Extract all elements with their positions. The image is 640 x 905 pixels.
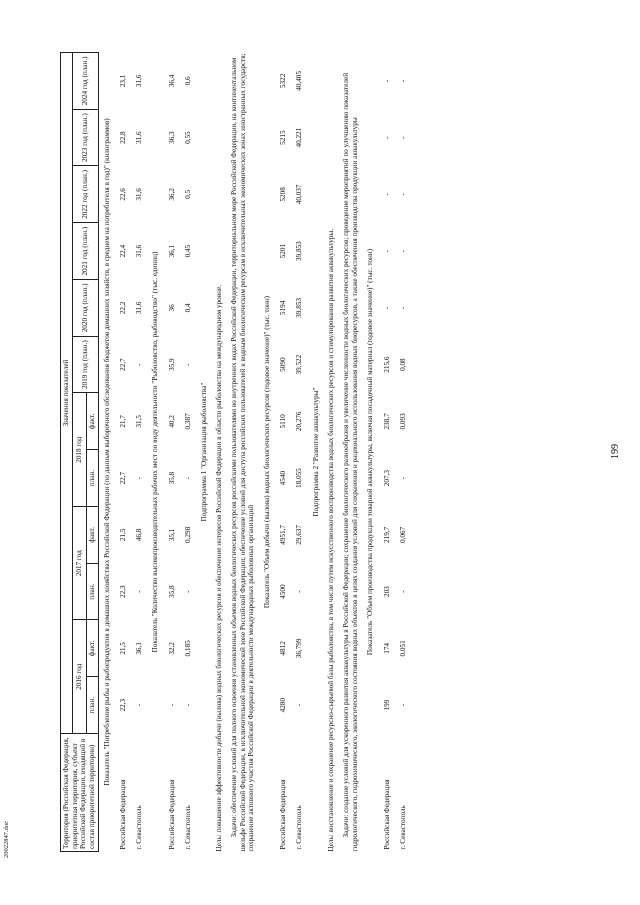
year-header: 2017 год bbox=[72, 507, 86, 621]
value-cell: 5194 bbox=[279, 300, 288, 316]
value-cell: 36,2 bbox=[167, 188, 176, 201]
table-row bbox=[164, 53, 180, 852]
table-row bbox=[180, 53, 196, 852]
value-cell: - bbox=[183, 476, 192, 480]
value-cell: 46,8 bbox=[134, 528, 143, 542]
value-cell: 0,08 bbox=[398, 358, 407, 371]
value-cell: 22,7 bbox=[118, 471, 127, 485]
plan-year-header: 2019 год (план.) bbox=[72, 336, 98, 393]
value-cell: - bbox=[398, 476, 407, 480]
value-cell: 0,5 bbox=[183, 189, 192, 199]
value-cell: 219,7 bbox=[382, 526, 391, 543]
value-cell: 5110 bbox=[279, 414, 288, 429]
value-cell: 22,7 bbox=[118, 358, 127, 371]
value-cell: 40,2 bbox=[167, 415, 176, 428]
value-cell: - bbox=[382, 193, 391, 196]
territory-name: г. Севастополь bbox=[398, 805, 407, 850]
value-cell: 31,5 bbox=[134, 415, 143, 428]
document-reference: 20022847.doc bbox=[3, 820, 11, 859]
value-cell: 35,1 bbox=[167, 528, 176, 542]
value-cell: 29,637 bbox=[295, 525, 304, 545]
territory-name: г. Севастополь bbox=[183, 805, 192, 850]
sub-header: план. bbox=[86, 563, 98, 620]
value-cell: 23,1 bbox=[118, 74, 127, 88]
subprogram-title: Подпрограмма 2 "Развитие аквакультуры" bbox=[311, 387, 320, 517]
goal-text: Цель: повышение эффективности добычи (вылова) водных биологических ресурсов и обеспечение интересов Российской Федерации в области рыболовства на международном уровне. bbox=[215, 285, 224, 852]
value-cell: 40,405 bbox=[295, 71, 304, 91]
territory-column-header: Территория (Российская Федерация, приоритетная территория, субъект Российской Федерации, входящий в состав приоритетной территории) bbox=[61, 734, 99, 852]
value-cell: 20,276 bbox=[295, 411, 304, 432]
rotated-table-container bbox=[60, 52, 580, 852]
value-cell: - bbox=[134, 590, 143, 593]
sub-header: факт. bbox=[86, 620, 98, 677]
value-cell: 0,387 bbox=[183, 413, 192, 430]
value-cell: - bbox=[398, 306, 407, 310]
value-cell: 0,067 bbox=[398, 526, 407, 543]
plan-year-header: 2023 год (план.) bbox=[72, 109, 98, 166]
value-cell: 4540 bbox=[279, 470, 288, 486]
value-cell: 31,6 bbox=[134, 188, 143, 201]
value-cell: 39,853 bbox=[295, 241, 304, 262]
page-number: 199 bbox=[610, 444, 621, 459]
value-cell: 0,45 bbox=[183, 244, 192, 258]
value-cell: - bbox=[183, 363, 192, 366]
plan-year-header: 2024 год (план.) bbox=[72, 53, 98, 110]
territory-name: Российская Федерация bbox=[118, 779, 127, 850]
value-cell: 4280 bbox=[279, 697, 288, 713]
value-cell: 5201 bbox=[279, 243, 288, 259]
value-cell: 238,7 bbox=[382, 413, 391, 430]
task-text: Задачи: обеспечение условий для полного освоения установленных объемов водных биологических ресурсов российскими пользователями во внутренних водах Российской Федерации, территориальном море Российской Федерации, на континентальном шельфе Российской Федерации, в исключительной экономической зоне Российской Федерации; обеспечение условий для доступа российских пользователей к водным биологическим ресурсам в исключительных экономических зонах иностранных государств; сохранение активного участия Российской Федерации в деятельности международных рыболовных организаций bbox=[230, 53, 256, 852]
plan-year-header: 2021 год (план.) bbox=[72, 223, 98, 280]
value-cell: 39,522 bbox=[295, 354, 304, 375]
value-cell: - bbox=[183, 590, 192, 593]
value-cell: 22,4 bbox=[118, 244, 127, 258]
value-cell: 36 bbox=[167, 304, 176, 312]
value-cell: 4500 bbox=[279, 584, 288, 599]
task-text: Задачи: создание условий для ускоренного развития аквакультуры в Российской Федерации; сохранение биологического разнообразия и увеличение численности водных биологических ресурсов; проведение мероприятий по улучшению показателей гидрологического, гидрохимического, экологического состояния водных объектов в целях создания условий для сохранения и рационального использования водных биоресурсов, а также обеспечения производства продукции аквакультуры bbox=[341, 72, 359, 852]
plan-year-header: 2022 год (план.) bbox=[72, 166, 98, 223]
value-cell: 35,9 bbox=[167, 358, 176, 371]
value-cell: 40,221 bbox=[295, 127, 304, 148]
table-row bbox=[379, 53, 395, 852]
value-cell: 36,799 bbox=[295, 638, 304, 659]
value-cell: 0,6 bbox=[183, 76, 192, 86]
value-cell: 36,4 bbox=[167, 74, 176, 88]
value-cell: 0,55 bbox=[183, 131, 192, 144]
value-cell: 40,037 bbox=[295, 184, 304, 205]
indicator-title: Показатель "Потребление рыбы и рыбопродуктов в домашних хозяйствах Российской Федерации (по данным выборочного обследования бюджетов домашних хозяйств, в среднем на потребителя в год)" (килограммов) bbox=[102, 118, 111, 786]
value-cell: 32,2 bbox=[167, 642, 176, 655]
value-cell: - bbox=[398, 249, 407, 253]
value-cell: 0,298 bbox=[183, 526, 192, 543]
value-cell: - bbox=[398, 590, 407, 593]
value-cell: 5208 bbox=[279, 187, 288, 202]
goal-text: Цель: восстановление и сохранение ресурсно-сырьевой базы рыболовства, в том числе путем искусственного воспроизводства водных биологических ресурсов и стимулирования развития аквакультуры. bbox=[327, 228, 336, 852]
sub-header: план. bbox=[86, 450, 98, 507]
value-cell: 31,6 bbox=[134, 244, 143, 258]
value-cell: 0,093 bbox=[398, 413, 407, 430]
value-cell: 31,6 bbox=[134, 301, 143, 315]
value-cell: 199 bbox=[382, 699, 391, 711]
value-cell: - bbox=[134, 363, 143, 366]
value-cell: 5090 bbox=[279, 357, 288, 372]
value-cell: - bbox=[382, 306, 391, 310]
value-cell: 0,185 bbox=[183, 640, 192, 657]
year-header: 2018 год bbox=[72, 393, 86, 507]
values-title: Значения показателей bbox=[61, 53, 73, 734]
value-cell: - bbox=[382, 136, 391, 139]
territory-name: Российская Федерация bbox=[279, 779, 288, 850]
value-cell: 22,2 bbox=[118, 301, 127, 315]
table-row bbox=[276, 53, 292, 852]
value-cell: 36,1 bbox=[167, 244, 176, 258]
value-cell: 5215 bbox=[279, 130, 288, 145]
plan-year-header: 2020 год (план.) bbox=[72, 280, 98, 337]
subprogram-title: Подпрограмма 1 "Организация рыболовства" bbox=[199, 382, 208, 522]
value-cell: 0,051 bbox=[398, 640, 407, 657]
value-cell: - bbox=[183, 703, 192, 707]
value-cell: 203 bbox=[382, 586, 391, 598]
value-cell: 35,8 bbox=[167, 585, 176, 598]
territory-name: Российская Федерация bbox=[167, 779, 176, 850]
value-cell: 21,7 bbox=[118, 415, 127, 428]
table-row bbox=[395, 53, 411, 852]
value-cell: 22,3 bbox=[118, 698, 127, 712]
value-cell: - bbox=[382, 79, 391, 83]
value-cell: 21,5 bbox=[118, 642, 127, 655]
value-cell: - bbox=[398, 703, 407, 707]
table-row bbox=[131, 53, 147, 852]
value-cell: - bbox=[295, 590, 304, 593]
value-cell: 22,6 bbox=[118, 188, 127, 201]
indicators-table bbox=[60, 52, 411, 852]
value-cell: 21,5 bbox=[118, 528, 127, 542]
value-cell: 22,3 bbox=[118, 585, 127, 598]
value-cell: 22,8 bbox=[118, 131, 127, 144]
territory-name: г. Севастополь bbox=[295, 805, 304, 850]
value-cell: - bbox=[295, 703, 304, 707]
value-cell: 39,853 bbox=[295, 298, 304, 318]
table-row bbox=[292, 53, 308, 852]
value-cell: - bbox=[398, 136, 407, 139]
value-cell: 31,6 bbox=[134, 131, 143, 144]
value-cell: 0,4 bbox=[183, 303, 192, 313]
value-cell: - bbox=[134, 703, 143, 707]
sub-header: факт. bbox=[86, 507, 98, 564]
indicator-title: Показатель "Количество высокопроизводительных рабочих мест по виду деятельности "Рыболовство, рыбоводство" (тыс. единиц) bbox=[151, 251, 160, 653]
value-cell: 174 bbox=[382, 642, 391, 654]
value-cell: 207,3 bbox=[382, 470, 391, 487]
indicator-title: Показатель "Объем добычи (вылова) водных биологических ресурсов (годовое значение)" (тыс. тонн) bbox=[263, 295, 272, 609]
value-cell: - bbox=[398, 193, 407, 196]
value-cell: 215,6 bbox=[382, 356, 391, 373]
indicator-title: Показатель "Объем производства продукции товарной аквакультуры, включая посадочный материал (годовое значение)" (тыс. тонн) bbox=[366, 248, 375, 656]
value-cell: - bbox=[398, 79, 407, 83]
table-row bbox=[115, 53, 131, 852]
year-header: 2016 год bbox=[72, 620, 86, 734]
sub-header: план. bbox=[86, 677, 98, 734]
value-cell: 36,1 bbox=[134, 642, 143, 655]
value-cell: 36,3 bbox=[167, 131, 176, 144]
territory-name: Российская Федерация bbox=[382, 779, 391, 850]
value-cell: - bbox=[134, 476, 143, 480]
value-cell: 4951,7 bbox=[279, 525, 288, 545]
value-cell: 31,6 bbox=[134, 74, 143, 88]
territory-name: г. Севастополь bbox=[134, 805, 143, 850]
sub-header: факт. bbox=[86, 393, 98, 450]
value-cell: - bbox=[167, 703, 176, 707]
value-cell: 35,8 bbox=[167, 471, 176, 485]
value-cell: - bbox=[382, 249, 391, 253]
value-cell: 5322 bbox=[279, 73, 288, 89]
value-cell: 18,055 bbox=[295, 468, 304, 489]
value-cell: 4812 bbox=[279, 641, 288, 656]
